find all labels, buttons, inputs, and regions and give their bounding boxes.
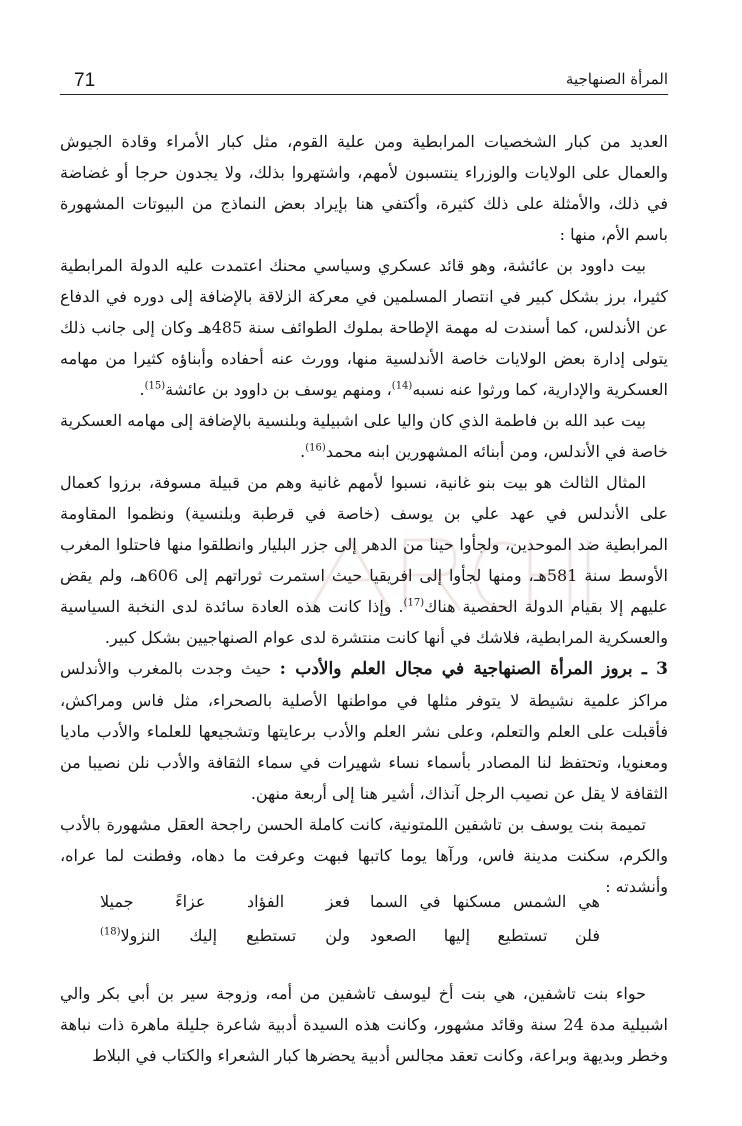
paragraph-text: ، ومنهم يوسف بن داوود بن عائشة [165, 380, 392, 399]
poem-hemistich-first: فلن تستطيع إليها الصعود [370, 926, 600, 945]
poem-block [60, 892, 668, 964]
paragraph-tamima [60, 809, 668, 902]
paragraph-text: . وإذا كانت هذه العادة سائدة لدى النخبة السياسية والعسكرية المرابطية، فلاشك في أنها كانت منتشرة لدى عوام الصنهاجيين بشكل كبير. [60, 597, 668, 647]
paragraph-text: العديد من كبار الشخصيات المرابطية ومن علية القوم، مثل كبار الأمراء وقادة الجيوش والعمال على الولايات والوزراء ينتسبون لأمهم، واشتهروا بذلك، ولا يجدون حرجا أو غضاضة في ذلك، والأمثلة على ذلك كثيرة، وأكتفي هنا بإيراد بعض النماذج من البيوتات المشهورة باسم الأم، منها : [60, 132, 668, 244]
footnote-marker: (18) [100, 926, 121, 938]
footnote-marker: (17) [403, 597, 425, 609]
paragraph-text: بيت عبد الله بن فاطمة الذي كان واليا على اشبيلية وبلنسية بالإضافة إلى مهامه العسكرية خاصة في الأندلس، ومن أبنائه المشهورين ابنه محمد [60, 411, 668, 461]
paragraph-text: تميمة بنت يوسف بن تاشفين اللمتونية، كانت كاملة الحسن راجحة العقل مشهورة بالأدب والكرم، سكنت مدينة فاس، ورآها يوما كاتبها فبهت وعرفت ما دهاه، وفطنت لما عراه، وأنشدته : [60, 815, 668, 896]
footnote-marker: (14) [391, 380, 413, 392]
paragraph-intro [60, 126, 668, 250]
paragraph-text: بيت داوود بن عائشة، وهو قائد عسكري وسياسي محنك اعتمدت عليه الدولة المرابطية كثيرا، برز بشكل كبير في انتصار المسلمين في معركة الزلاقة بالإضافة إلى دوره في الدفاع عن الأندلس، كما أسندت له مهمة الإطاحة بملوك الطوائف سنة 485هـ وكان إلى جانب ذلك يتولى إدارة بعض الولايات خاصة الأندلسية منها، وورث عنه أحفاده وأبناؤه كثيرا من مهامه العسكرية والإدارية، كما ورثوا عنه نسبه [60, 256, 669, 399]
paragraph-section-3 [60, 653, 668, 809]
footnote-marker: (16) [305, 442, 326, 454]
paragraph-abdallah-bin-fatima [60, 405, 668, 467]
paragraph-text: المثال الثالث هو بيت بنو غانية، نسبوا لأمهم غانية وهم من قبيلة مسوفة، برزوا كعمال على الأندلس في عهد علي بن يوسف (خاصة في قرطبة وبلنسية) ونظموا المقاومة المرابطية ضد الموحدين، ولجأوا حينا من الدهر إلى جزر البليار وانطلقوا منها فاحتلوا المغرب الأوسط سنة 581هـ، ومنها لجأوا إلى افريقيا حيث استمرت ثوراتهم إلى 606هـ، ولم يقض عليهم إلا بقيام الدولة الحفصية هناك [60, 473, 668, 616]
running-title: المرأة الصنهاجية [565, 70, 668, 88]
paragraph-hawwa [60, 978, 668, 1071]
paragraph-text: . [139, 380, 145, 399]
page-number: 71 [74, 70, 96, 91]
poem-hemistich-text: ولن تستطيع إليك النزولا [120, 926, 350, 945]
closing-text-block [60, 978, 668, 1071]
poem-hemistich-second: فعز الفؤاد عزاءً جميلا [100, 892, 350, 911]
main-text-block [60, 126, 668, 902]
poem-line [60, 926, 668, 958]
poem-hemistich-second [100, 926, 350, 945]
paragraph-banu-ghaniya [60, 467, 668, 653]
paragraph-daud-bin-aisha [60, 250, 668, 405]
paragraph-text: . [300, 442, 306, 461]
section-heading: 3 ـ بروز المرأة الصنهاجية في مجال العلم والأدب : [279, 659, 668, 679]
paragraph-text: حيث وجدت بالمغرب والأندلس مراكز علمية نشيطة لا يتوفر مثلها في مواطنها الأصلية بالصحراء، مثل فاس ومراكش، فأقبلت على العلم والتعلم، وعلى نشر العلم والأدب برعايتها وتشجيعها للعلماء والأدب ماديا ومعنويا، وتحتفظ لنا المصادر بأسماء نساء شهيرات في سماء الثقافة والأدب نلن نصيبا من الثقافة لا يقل عن نصيب الرجل آنذاك، أشير هنا إلى أربعة منهن. [60, 659, 668, 803]
running-header [60, 70, 668, 95]
poem-line [60, 892, 668, 924]
poem-hemistich-first: هي الشمس مسكنها في السما [370, 892, 600, 911]
paragraph-text: حواء بنت تاشفين، هي بنت أخ ليوسف تاشفين من أمه، وزوجة سير بن أبي بكر والي اشبيلية مدة 24 سنة وقائد مشهور، وكانت هذه السيدة أدبية شاعرة جليلة ماهرة ذات نباهة وخطر وبديهة وبراعة، وكانت تعقد مجالس أدبية يحضرها كبار الشعراء والكتاب في البلاط [60, 984, 669, 1065]
footnote-marker: (15) [144, 380, 166, 392]
